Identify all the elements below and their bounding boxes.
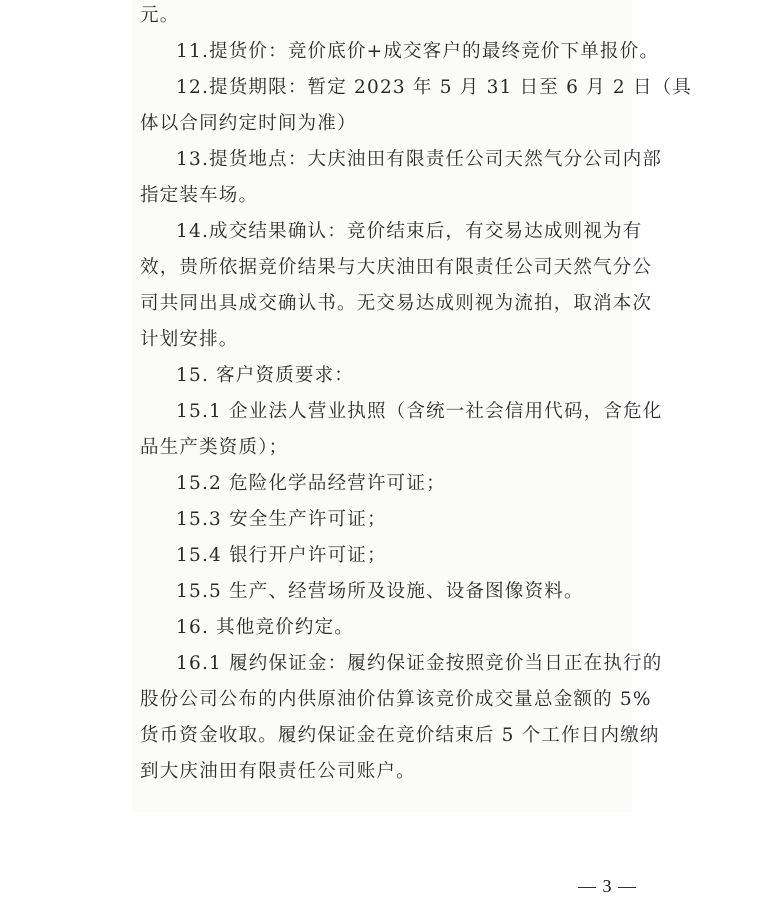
text-line: 货币资金收取。履约保证金在竞价结束后 5 个工作日内缴纳 [140,725,660,746]
item-15-4-bank-account-permit: 15.4 银行开户许可证； [176,545,387,566]
item-16-1-performance-bond: 16.1 履约保证金：履约保证金按照竞价当日正在执行的 [176,653,663,674]
text-line: 品生产类资质）； [140,437,289,458]
item-11-delivery-price: 11.提货价：竞价底价+成交客户的最终竞价下单报价。 [176,41,660,62]
text-line: 指定装车场。 [140,185,259,206]
text-line: 股份公司公布的内供原油价估算该竞价成交量总金额的 5% [140,689,652,710]
text-line: 元。 [140,5,180,26]
item-15-5-facility-images: 15.5 生产、经营场所及设施、设备图像资料。 [176,581,584,602]
text-line: 效，贵所依据竞价结果与大庆油田有限责任公司天然气分公 [140,257,653,278]
item-15-3-safety-production-permit: 15.3 安全生产许可证； [176,509,387,530]
text-line: 计划安排。 [140,329,239,350]
item-15-customer-qualifications: 15. 客户资质要求： [176,365,355,386]
item-15-2-hazardous-chemicals-permit: 15.2 危险化学品经营许可证； [176,473,446,494]
item-12-delivery-period: 12.提货期限：暂定 2023 年 5 月 31 日至 6 月 2 日（具 [176,77,693,98]
text-line: 司共同出具成交确认书。无交易达成则视为流拍，取消本次 [140,293,653,314]
item-14-result-confirmation: 14.成交结果确认：竞价结束后，有交易达成则视为有 [176,221,643,242]
item-15-1-business-license: 15.1 企业法人营业执照（含统一社会信用代码，含危化 [176,401,663,422]
text-line: 到大庆油田有限责任公司账户。 [140,761,416,782]
text-line: 体以合同约定时间为准） [140,113,357,134]
item-13-delivery-location: 13.提货地点：大庆油田有限责任公司天然气分公司内部 [176,149,663,170]
item-16-other-agreements: 16. 其他竞价约定。 [176,617,355,638]
page-number: — 3 — [578,876,637,896]
